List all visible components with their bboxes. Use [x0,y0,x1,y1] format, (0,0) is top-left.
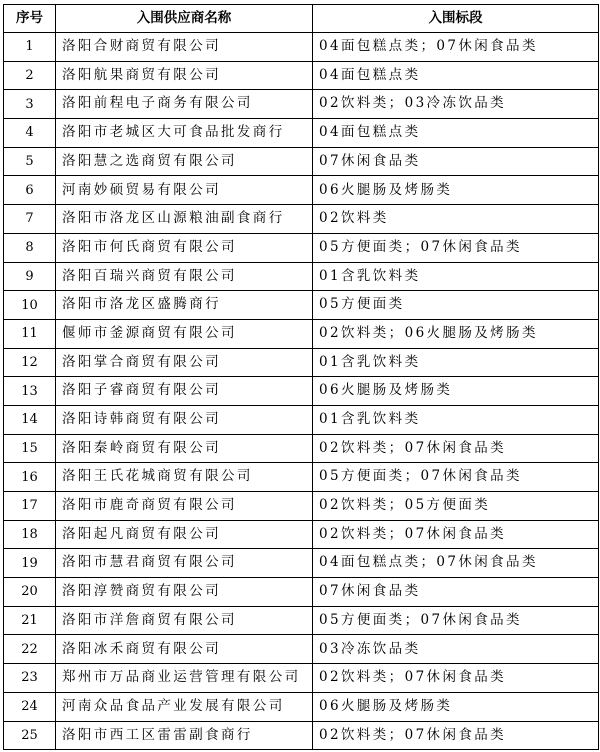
row-number: 2 [4,61,56,90]
table-row [4,348,599,377]
supplier-name: 洛阳前程电子商务有限公司 [56,90,313,119]
supplier-name: 洛阳冰禾商贸有限公司 [56,635,313,664]
supplier-name: 洛阳掌合商贸有限公司 [56,348,313,377]
lot-name: 01含乳饮料类 [313,348,599,377]
lot-name: 02饮料类；07休闲食品类 [313,664,599,693]
row-number: 9 [4,262,56,291]
table-row [4,147,599,176]
table-row [4,319,599,348]
row-number: 6 [4,176,56,205]
row-number: 19 [4,549,56,578]
supplier-name: 洛阳合财商贸有限公司 [56,33,313,62]
lot-name: 05方便面类；07休闲食品类 [313,463,599,492]
supplier-name: 洛阳子睿商贸有限公司 [56,377,313,406]
table-row [4,405,599,434]
supplier-name: 洛阳市慧君商贸有限公司 [56,549,313,578]
table-row [4,520,599,549]
table-row [4,492,599,521]
supplier-name: 洛阳市老城区大可食品批发商行 [56,119,313,148]
lot-name: 02饮料类；07休闲食品类 [313,721,599,750]
supplier-name: 河南众品食品产业发展有限公司 [56,692,313,721]
table-row [4,291,599,320]
table-row [4,549,599,578]
row-number: 21 [4,606,56,635]
lot-name: 05方便面类；07休闲食品类 [313,606,599,635]
supplier-name: 洛阳航果商贸有限公司 [56,61,313,90]
table-row [4,262,599,291]
lot-name: 01含乳饮料类 [313,262,599,291]
header-row [4,5,599,33]
row-number: 22 [4,635,56,664]
table-row [4,377,599,406]
header-lot: 入围标段 [313,5,599,33]
row-number: 16 [4,463,56,492]
table-row [4,578,599,607]
lot-name: 06火腿肠及烤肠类 [313,377,599,406]
supplier-name: 洛阳秦岭商贸有限公司 [56,434,313,463]
row-number: 1 [4,33,56,62]
lot-name: 03冷冻饮品类 [313,635,599,664]
supplier-name: 偃师市釜源商贸有限公司 [56,319,313,348]
row-number: 8 [4,233,56,262]
lot-name: 06火腿肠及烤肠类 [313,176,599,205]
row-number: 23 [4,664,56,693]
row-number: 3 [4,90,56,119]
lot-name: 04面包糕点类；07休闲食品类 [313,549,599,578]
supplier-name: 洛阳市洛龙区盛腾商行 [56,291,313,320]
row-number: 17 [4,492,56,521]
lot-name: 04面包糕点类 [313,119,599,148]
lot-name: 05方便面类；07休闲食品类 [313,233,599,262]
row-number: 18 [4,520,56,549]
lot-name: 02饮料类；05方便面类 [313,492,599,521]
supplier-name: 洛阳市洋詹商贸有限公司 [56,606,313,635]
lot-name: 04面包糕点类；07休闲食品类 [313,33,599,62]
row-number: 5 [4,147,56,176]
lot-name: 02饮料类 [313,205,599,234]
lot-name: 06火腿肠及烤肠类 [313,692,599,721]
lot-name: 05方便面类 [313,291,599,320]
supplier-name: 洛阳王氏花城商贸有限公司 [56,463,313,492]
table-row [4,606,599,635]
supplier-table [3,4,599,750]
supplier-name: 郑州市万品商业运营管理有限公司 [56,664,313,693]
row-number: 4 [4,119,56,148]
table-row [4,635,599,664]
table-row [4,33,599,62]
table-row [4,205,599,234]
table-row [4,61,599,90]
supplier-name: 洛阳市西工区雷雷副食商行 [56,721,313,750]
table-row [4,463,599,492]
table-row [4,176,599,205]
row-number: 12 [4,348,56,377]
table-row [4,233,599,262]
lot-name: 07休闲食品类 [313,147,599,176]
supplier-name: 洛阳市何氏商贸有限公司 [56,233,313,262]
row-number: 14 [4,405,56,434]
lot-name: 02饮料类；07休闲食品类 [313,434,599,463]
row-number: 24 [4,692,56,721]
table-row [4,434,599,463]
supplier-name: 洛阳淳赞商贸有限公司 [56,578,313,607]
lot-name: 02饮料类；07休闲食品类 [313,520,599,549]
row-number: 7 [4,205,56,234]
supplier-name: 洛阳市洛龙区山源粮油副食商行 [56,205,313,234]
row-number: 25 [4,721,56,750]
supplier-name: 洛阳起凡商贸有限公司 [56,520,313,549]
row-number: 15 [4,434,56,463]
lot-name: 01含乳饮料类 [313,405,599,434]
supplier-name: 洛阳诗韩商贸有限公司 [56,405,313,434]
table-row [4,664,599,693]
lot-name: 07休闲食品类 [313,578,599,607]
supplier-name: 洛阳慧之选商贸有限公司 [56,147,313,176]
supplier-name: 洛阳百瑞兴商贸有限公司 [56,262,313,291]
row-number: 10 [4,291,56,320]
lot-name: 04面包糕点类 [313,61,599,90]
supplier-name: 洛阳市鹿奇商贸有限公司 [56,492,313,521]
table-row [4,692,599,721]
table-row [4,119,599,148]
lot-name: 02饮料类；03冷冻饮品类 [313,90,599,119]
row-number: 11 [4,319,56,348]
table-row [4,721,599,750]
supplier-name: 河南妙硕贸易有限公司 [56,176,313,205]
header-no: 序号 [4,5,56,33]
header-supplier: 入围供应商名称 [56,5,313,33]
lot-name: 02饮料类；06火腿肠及烤肠类 [313,319,599,348]
table-row [4,90,599,119]
row-number: 20 [4,578,56,607]
row-number: 13 [4,377,56,406]
